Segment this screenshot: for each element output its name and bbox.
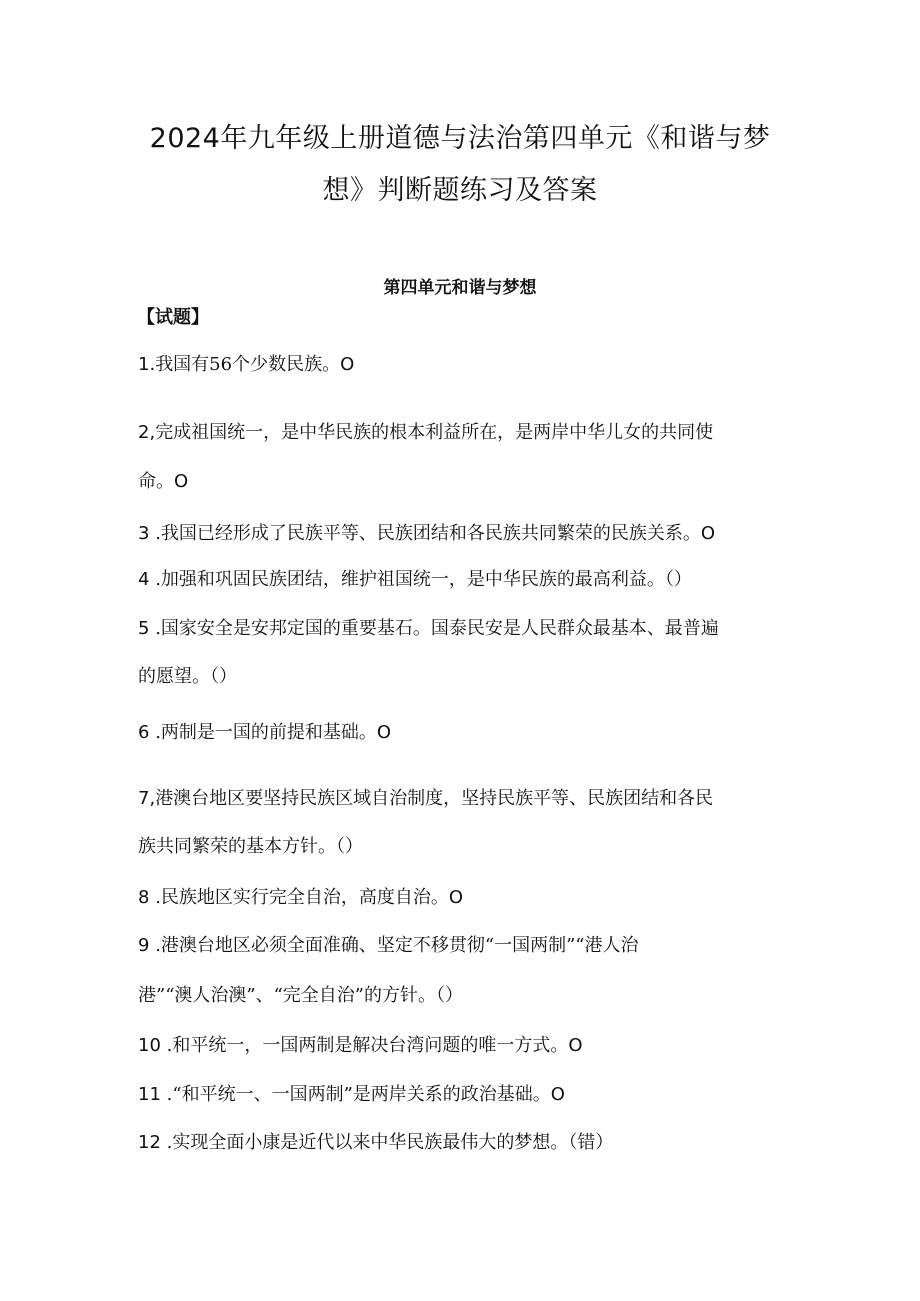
question-text: .我国已经形成了民族平等、民族团结和各民族共同繁荣的民族关系。 <box>155 523 701 544</box>
question-text: 命。 <box>138 471 174 492</box>
answer-mark: （） <box>436 985 464 1006</box>
question-item <box>138 786 713 812</box>
question-number: 3 <box>138 523 150 544</box>
answer-mark: （错） <box>568 1132 614 1153</box>
question-number: 7, <box>138 788 156 809</box>
question-item <box>138 720 391 746</box>
document-title-line-2: 想》判断题练习及答案 <box>322 175 598 206</box>
question-text: .国家安全是安邦定国的重要基石。国泰民安是人民群众最基本、最普遍 <box>155 618 719 639</box>
question-text: 港澳台地区要坚持民族区域自治制度，坚持民族平等、民族团结和各民 <box>155 788 714 809</box>
question-item <box>138 1082 565 1108</box>
answer-mark: O <box>550 1084 565 1105</box>
section-label: 【试题】 <box>137 307 209 328</box>
question-text: .港澳台地区必须全面准确、坚定不移贯彻“一国两制”“港人治 <box>155 935 639 956</box>
question-text: 我国有56个少数民族。 <box>155 354 341 375</box>
question-item <box>138 885 463 911</box>
question-number: 11 <box>138 1084 161 1105</box>
question-number: 5 <box>138 618 150 639</box>
question-item <box>138 420 713 446</box>
question-text: .加强和巩固民族团结，维护祖国统一，是中华民族的最高利益。 <box>155 569 665 590</box>
question-text: 港”“澳人治澳”、“完全自治”的方针。 <box>138 985 437 1006</box>
question-item <box>138 933 639 959</box>
question-number: 1. <box>138 354 156 375</box>
answer-mark: O <box>376 722 392 743</box>
question-item <box>138 352 354 378</box>
answer-mark: O <box>340 354 355 375</box>
question-item-continuation <box>138 469 188 495</box>
question-item <box>138 567 692 593</box>
question-item-continuation <box>138 664 237 690</box>
question-item <box>138 616 719 642</box>
question-item <box>138 1033 583 1059</box>
answer-mark: O <box>568 1035 583 1056</box>
question-text: 完成祖国统一，是中华民族的根本利益所在，是两岸中华儿女的共同使 <box>155 422 714 443</box>
question-text: .和平统一，一国两制是解决台湾问题的唯一方式。 <box>166 1035 569 1056</box>
question-number: 10 <box>138 1035 161 1056</box>
question-item <box>138 521 715 547</box>
question-text: .民族地区实行完全自治，高度自治。 <box>155 887 449 908</box>
question-item-continuation <box>138 983 463 1009</box>
answer-mark: （） <box>336 836 363 857</box>
question-number: 4 <box>138 569 150 590</box>
document-title-line-1: 2024年九年级上册道德与法治第四单元《和谐与梦 <box>149 123 771 154</box>
question-text: 族共同繁荣的基本方针。 <box>138 836 336 857</box>
question-item <box>138 1130 613 1156</box>
question-text: 的愿望。 <box>138 666 210 687</box>
question-text: .实现全面小康是近代以来中华民族最伟大的梦想。 <box>166 1132 569 1153</box>
question-text: .“和平统一、一国两制”是两岸关系的政治基础。 <box>166 1084 551 1105</box>
answer-mark: （） <box>210 666 237 687</box>
question-number: 9 <box>138 935 150 956</box>
unit-title: 第四单元和谐与梦想 <box>383 278 537 298</box>
question-text: .两制是一国的前提和基础。 <box>155 722 377 743</box>
question-number: 2, <box>138 422 156 443</box>
question-number: 8 <box>138 887 150 908</box>
answer-mark: （） <box>664 569 692 590</box>
question-number: 6 <box>138 722 150 743</box>
answer-mark: O <box>448 887 464 908</box>
answer-mark: O <box>174 471 189 492</box>
answer-mark: O <box>700 523 716 544</box>
question-number: 12 <box>138 1132 161 1153</box>
question-item-continuation <box>138 834 363 860</box>
